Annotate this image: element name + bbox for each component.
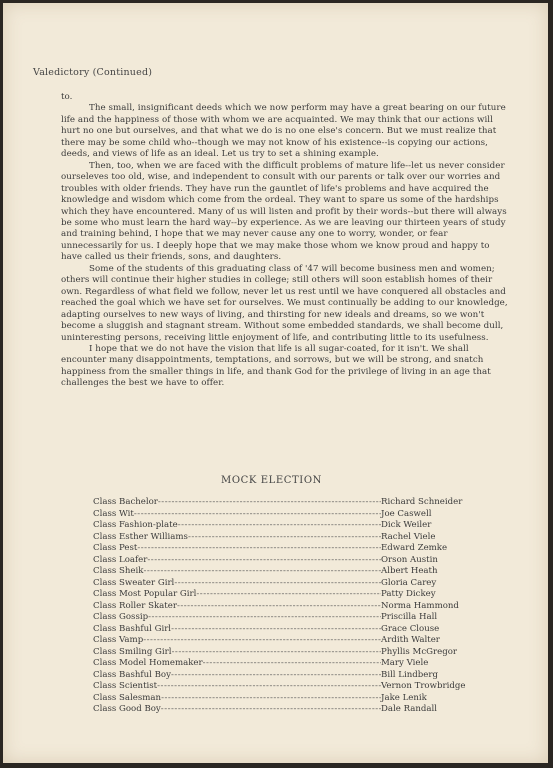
election-winner: Patty Dickey — [381, 589, 436, 599]
election-entry — [93, 658, 473, 670]
election-entry — [93, 647, 473, 659]
election-winner: Bill Lindberg — [381, 669, 438, 680]
election-winner: Ardith Walter — [381, 635, 440, 645]
dash-leader — [174, 578, 381, 590]
dash-leader — [161, 693, 381, 705]
dash-leader — [147, 555, 381, 567]
dash-leader — [148, 612, 381, 624]
dash-leader — [171, 624, 381, 636]
election-category: Class Bashful Girl — [93, 623, 172, 634]
election-entry — [93, 624, 473, 636]
election-category: Class Vamp — [93, 635, 144, 645]
document-page — [3, 3, 548, 763]
paragraph: I hope that we do not have the vision that life is all sugar-coated, for it isn't. We shall encounter many disappointments, temptations, and sorrows, but we will be strong, and snatch happiness from the smaller things in life, and thank God for the privilege of living in an age that challenges the best we have to offer. — [61, 343, 491, 389]
dash-leader — [161, 704, 381, 716]
dash-leader — [196, 589, 381, 601]
election-winner: Grace Clouse — [381, 623, 440, 634]
election-winner: Jake Lenik — [381, 692, 427, 703]
election-category: Class Esther Williams — [93, 531, 188, 542]
election-category: Class Roller Skater — [93, 600, 177, 611]
election-category: Class Bashful Boy — [93, 669, 171, 680]
election-entry — [93, 543, 473, 555]
paragraph: Some of the students of this graduating class of '47 will become business men and women; others will continue their higher studies in college; still others will soon establish homes of their own. Regardless of what field we follow, never let us rest until we have conquered all obstacles and reached the goal which we have set for ourselves. We must continually be adding to our knowledge, adapting ourselves to new ways of living, and thirsting for new ideals and dreams, so we won't become a sluggish and stagnant stream. Without some embedded standards, we shall become dull, uninteresting persons, receiving little enjoyment of life, and contributing little to its usefulness. — [61, 263, 508, 343]
dash-leader — [143, 566, 381, 578]
election-winner: Rachel Viele — [381, 531, 436, 542]
paragraph: to. — [61, 92, 73, 102]
election-entry — [93, 635, 473, 647]
election-category: Class Loafer — [93, 554, 148, 565]
dash-leader — [188, 532, 381, 544]
election-entry — [93, 532, 473, 544]
election-winner: Orson Austin — [381, 554, 438, 565]
election-winner: Vernon Trowbridge — [381, 681, 466, 691]
election-winner: Dick Weiler — [381, 520, 432, 530]
paragraph: Then, too, when we are faced with the difficult problems of mature life--let us never consider ourseleves too old, wise, and independent to consult with our parents or talk over our worries and troubles with older friends. They have run the gauntlet of life's problems and have acquired the knowledge and wisdom which come from the ordeal. They want to spare us some of the hardships which they have encountered. Many of us will listen and profit by their words--but there will always be some who must learn the hard way--by experience. As we are leaving our thirteen years of study and training behind, I hope that we may never cause any one to worry, wonder, or fear unnecessarily for us. I deeply hope that we may make those whom we know proud and happy to have called us their friends, sons, and daughters. — [61, 160, 507, 263]
dash-leader — [171, 670, 381, 682]
dash-leader — [158, 497, 381, 509]
election-winner: Mary Viele — [381, 658, 429, 668]
dash-leader — [137, 543, 381, 555]
running-head: Valedictory (Continued) — [33, 67, 153, 78]
election-entry — [93, 681, 473, 693]
dash-leader — [134, 509, 381, 521]
election-winner: Norma Hammond — [381, 600, 459, 611]
election-entry — [93, 704, 473, 716]
election-winner: Phyllis McGregor — [381, 646, 458, 657]
election-category: Class Model Homemaker — [93, 658, 203, 668]
election-entry — [93, 578, 473, 590]
election-entry — [93, 497, 473, 509]
election-category: Class Fashion-plate — [93, 520, 178, 530]
election-entry — [93, 670, 473, 682]
election-category: Class Bachelor — [93, 497, 158, 507]
election-category: Class Pest — [93, 543, 138, 553]
election-winner: Joe Caswell — [381, 508, 432, 519]
election-category: Class Scientist — [93, 681, 158, 691]
dash-leader — [143, 635, 381, 647]
election-winner: Dale Randall — [381, 704, 438, 714]
election-entry — [93, 589, 473, 601]
election-winner: Richard Schneider — [381, 497, 463, 507]
election-entry — [93, 520, 473, 532]
dash-leader — [203, 658, 381, 670]
mock-election-list — [93, 497, 473, 716]
election-entry — [93, 566, 473, 578]
dash-leader — [157, 681, 381, 693]
election-category: Class Sheik — [93, 566, 144, 576]
mock-election-title: MOCK ELECTION — [221, 475, 322, 486]
election-winner: Edward Zemke — [381, 543, 448, 553]
election-category: Class Good Boy — [93, 704, 161, 714]
election-entry — [93, 509, 473, 521]
paragraph: The small, insignificant deeds which we now perform may have a great bearing on our future life and the happiness of those with whom we are acquainted. We may think that our actions will hurt no one but ourselves, and that what we do is no one else's concern. But we must realize that there may be some child who--though we may not know of his existence--is copying our actions, deeds, and views of life as an ideal. Let us try to set a shining example. — [61, 103, 506, 160]
election-entry — [93, 555, 473, 567]
election-entry — [93, 612, 473, 624]
election-category: Class Wit — [93, 508, 134, 519]
election-entry — [93, 693, 473, 705]
dash-leader — [178, 520, 381, 532]
dash-leader — [172, 647, 381, 659]
dash-leader — [177, 601, 381, 613]
election-category: Class Sweater Girl — [93, 577, 175, 588]
election-category: Class Smiling Girl — [93, 646, 172, 657]
valedictory-body — [61, 92, 509, 390]
election-winner: Priscilla Hall — [381, 612, 438, 622]
election-category: Class Gossip — [93, 612, 149, 622]
election-category: Class Most Popular Girl — [93, 589, 197, 599]
election-category: Class Salesman — [93, 692, 162, 703]
election-entry — [93, 601, 473, 613]
election-winner: Gloria Carey — [381, 577, 437, 588]
election-winner: Albert Heath — [381, 566, 438, 576]
